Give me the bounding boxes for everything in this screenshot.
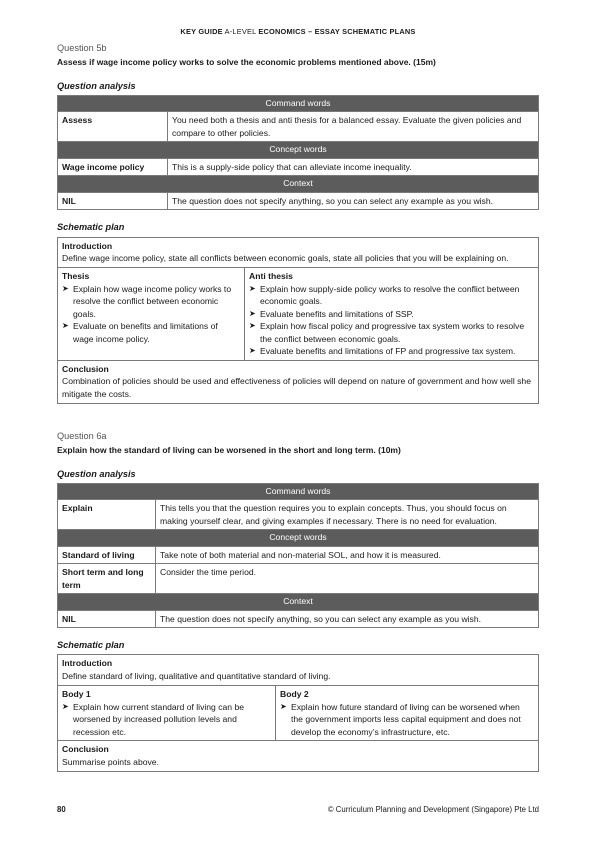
question-text: Explain how the standard of living can be worsened in the short and long term. (10m) [57,445,401,456]
running-header [57,0,539,42]
list-item-text: Evaluate benefits and limitations of SSP. [260,308,414,319]
schematic-plan-heading: Schematic plan [57,222,125,233]
row-label: Short term and long term [58,564,156,594]
conclusion-title: Conclusion [62,744,109,755]
table-row [58,192,539,209]
table-row [58,500,539,530]
header-level: A-LEVEL [222,27,259,36]
introduction-section [58,238,538,268]
body-1-title: Body 1 [62,689,91,700]
question-6a [57,430,539,772]
introduction-text: Define standard of living, qualitative and quantitative standard of living. [62,670,331,681]
body-2-title: Body 2 [280,689,309,700]
header-title: ECONOMICS – ESSAY SCHEMATIC PLANS [258,27,416,36]
table-row [58,610,539,627]
list-item [249,308,534,320]
introduction-section [58,655,538,685]
list-item [249,283,534,308]
row-label: Wage income policy [58,158,168,175]
question-analysis-heading: Question analysis [57,80,136,91]
list-item-text: Explain how future standard of living can be worsened when the government imports less capital equipment and does not develop the economy’s infrastructure, etc. [291,701,521,737]
list-item [249,320,534,345]
conclusion-section [58,741,538,771]
concept-words-band: Concept words [58,142,539,158]
arrow-bullet-icon: ➤ [62,701,69,711]
header-key-guide: KEY GUIDE [180,27,223,36]
context-band: Context [58,594,539,610]
row-description: This is a supply-side policy that can alleviate income inequality. [168,158,539,175]
introduction-title: Introduction [62,658,113,669]
body-2-list [280,701,534,738]
table-row [58,546,539,563]
concept-words-band: Concept words [58,530,539,546]
list-item [280,701,534,738]
question-5b [57,42,539,404]
body-2-column [275,686,538,740]
row-label: Standard of living [58,546,156,563]
arrow-bullet-icon: ➤ [249,308,256,318]
list-item-text: Explain how current standard of living can be worsened by increased pollution levels and recession etc. [73,701,245,737]
anti-thesis-list [249,283,534,358]
thesis-column [58,268,244,359]
body-1-column [58,686,275,740]
list-item [249,345,534,357]
introduction-text: Define wage income policy, state all conflicts between economic goals, state all policies that you will be explaining on. [62,252,509,263]
list-item [62,320,240,345]
context-band: Context [58,176,539,192]
question-heading: Question 5b [57,43,107,53]
list-item-text: Explain how fiscal policy and progressive tax system works to resolve the conflict between economic goals. [260,321,525,344]
row-description: The question does not specify anything, so you can select any example as you wish. [168,192,539,209]
command-words-band: Command words [58,483,539,499]
row-label: NIL [58,192,168,209]
conclusion-text: Combination of policies should be used and effectiveness of policies will depend on nature of government and how well she mitigate the costs. [62,376,531,399]
question-analysis-heading: Question analysis [57,468,136,479]
table-row [58,112,539,142]
question-analysis-table [57,95,539,210]
arrow-bullet-icon: ➤ [249,321,256,331]
arrow-bullet-icon: ➤ [249,283,256,293]
introduction-title: Introduction [62,240,113,251]
page [57,0,539,772]
row-label: Explain [58,500,156,530]
schematic-plan-heading: Schematic plan [57,640,125,651]
anti-thesis-column [244,268,538,359]
arrow-bullet-icon: ➤ [62,321,69,331]
anti-thesis-title: Anti thesis [249,271,293,282]
body-row [58,267,538,360]
row-label: NIL [58,610,156,627]
arrow-bullet-icon: ➤ [280,701,287,711]
conclusion-title: Conclusion [62,363,109,374]
table-row [58,564,539,594]
list-item [62,283,240,320]
schematic-plan-box [57,654,539,772]
row-description: This tells you that the question requires you to explain concepts. Thus, you should focus on making yourself clear, and giving examples if necessary. There is no need for evaluation. [156,500,539,530]
page-footer [57,804,539,815]
list-item [62,701,271,738]
thesis-title: Thesis [62,271,90,282]
row-description: You need both a thesis and anti thesis for a balanced essay. Evaluate the given policies and compare to other policies. [168,112,539,142]
body-row [58,685,538,741]
conclusion-section [58,361,538,403]
copyright-text: © Curriculum Planning and Development (Singapore) Pte Ltd [327,805,539,814]
conclusion-text: Summarise points above. [62,756,159,767]
body-1-list [62,701,271,738]
page-number: 80 [57,805,66,814]
list-item-text: Evaluate on benefits and limitations of wage income policy. [73,321,218,344]
list-item-text: Explain how supply-side policy works to resolve the conflict between economic goals. [260,283,520,307]
question-heading: Question 6a [57,430,107,441]
list-item-text: Explain how wage income policy works to resolve the conflict between economic goals. [73,283,232,319]
row-label: Assess [58,112,168,142]
question-text: Assess if wage income policy works to solve the economic problems mentioned above. (15m) [57,57,436,68]
arrow-bullet-icon: ➤ [249,346,256,356]
row-description: Consider the time period. [156,564,539,594]
thesis-list [62,283,240,345]
row-description: The question does not specify anything, so you can select any example as you wish. [156,610,539,627]
schematic-plan-box [57,237,539,404]
row-description: Take note of both material and non-material SOL, and how it is measured. [156,546,539,563]
list-item-text: Evaluate benefits and limitations of FP and progressive tax system. [260,346,516,357]
command-words-band: Command words [58,96,539,112]
arrow-bullet-icon: ➤ [62,283,69,293]
question-analysis-table [57,483,539,628]
table-row [58,158,539,175]
